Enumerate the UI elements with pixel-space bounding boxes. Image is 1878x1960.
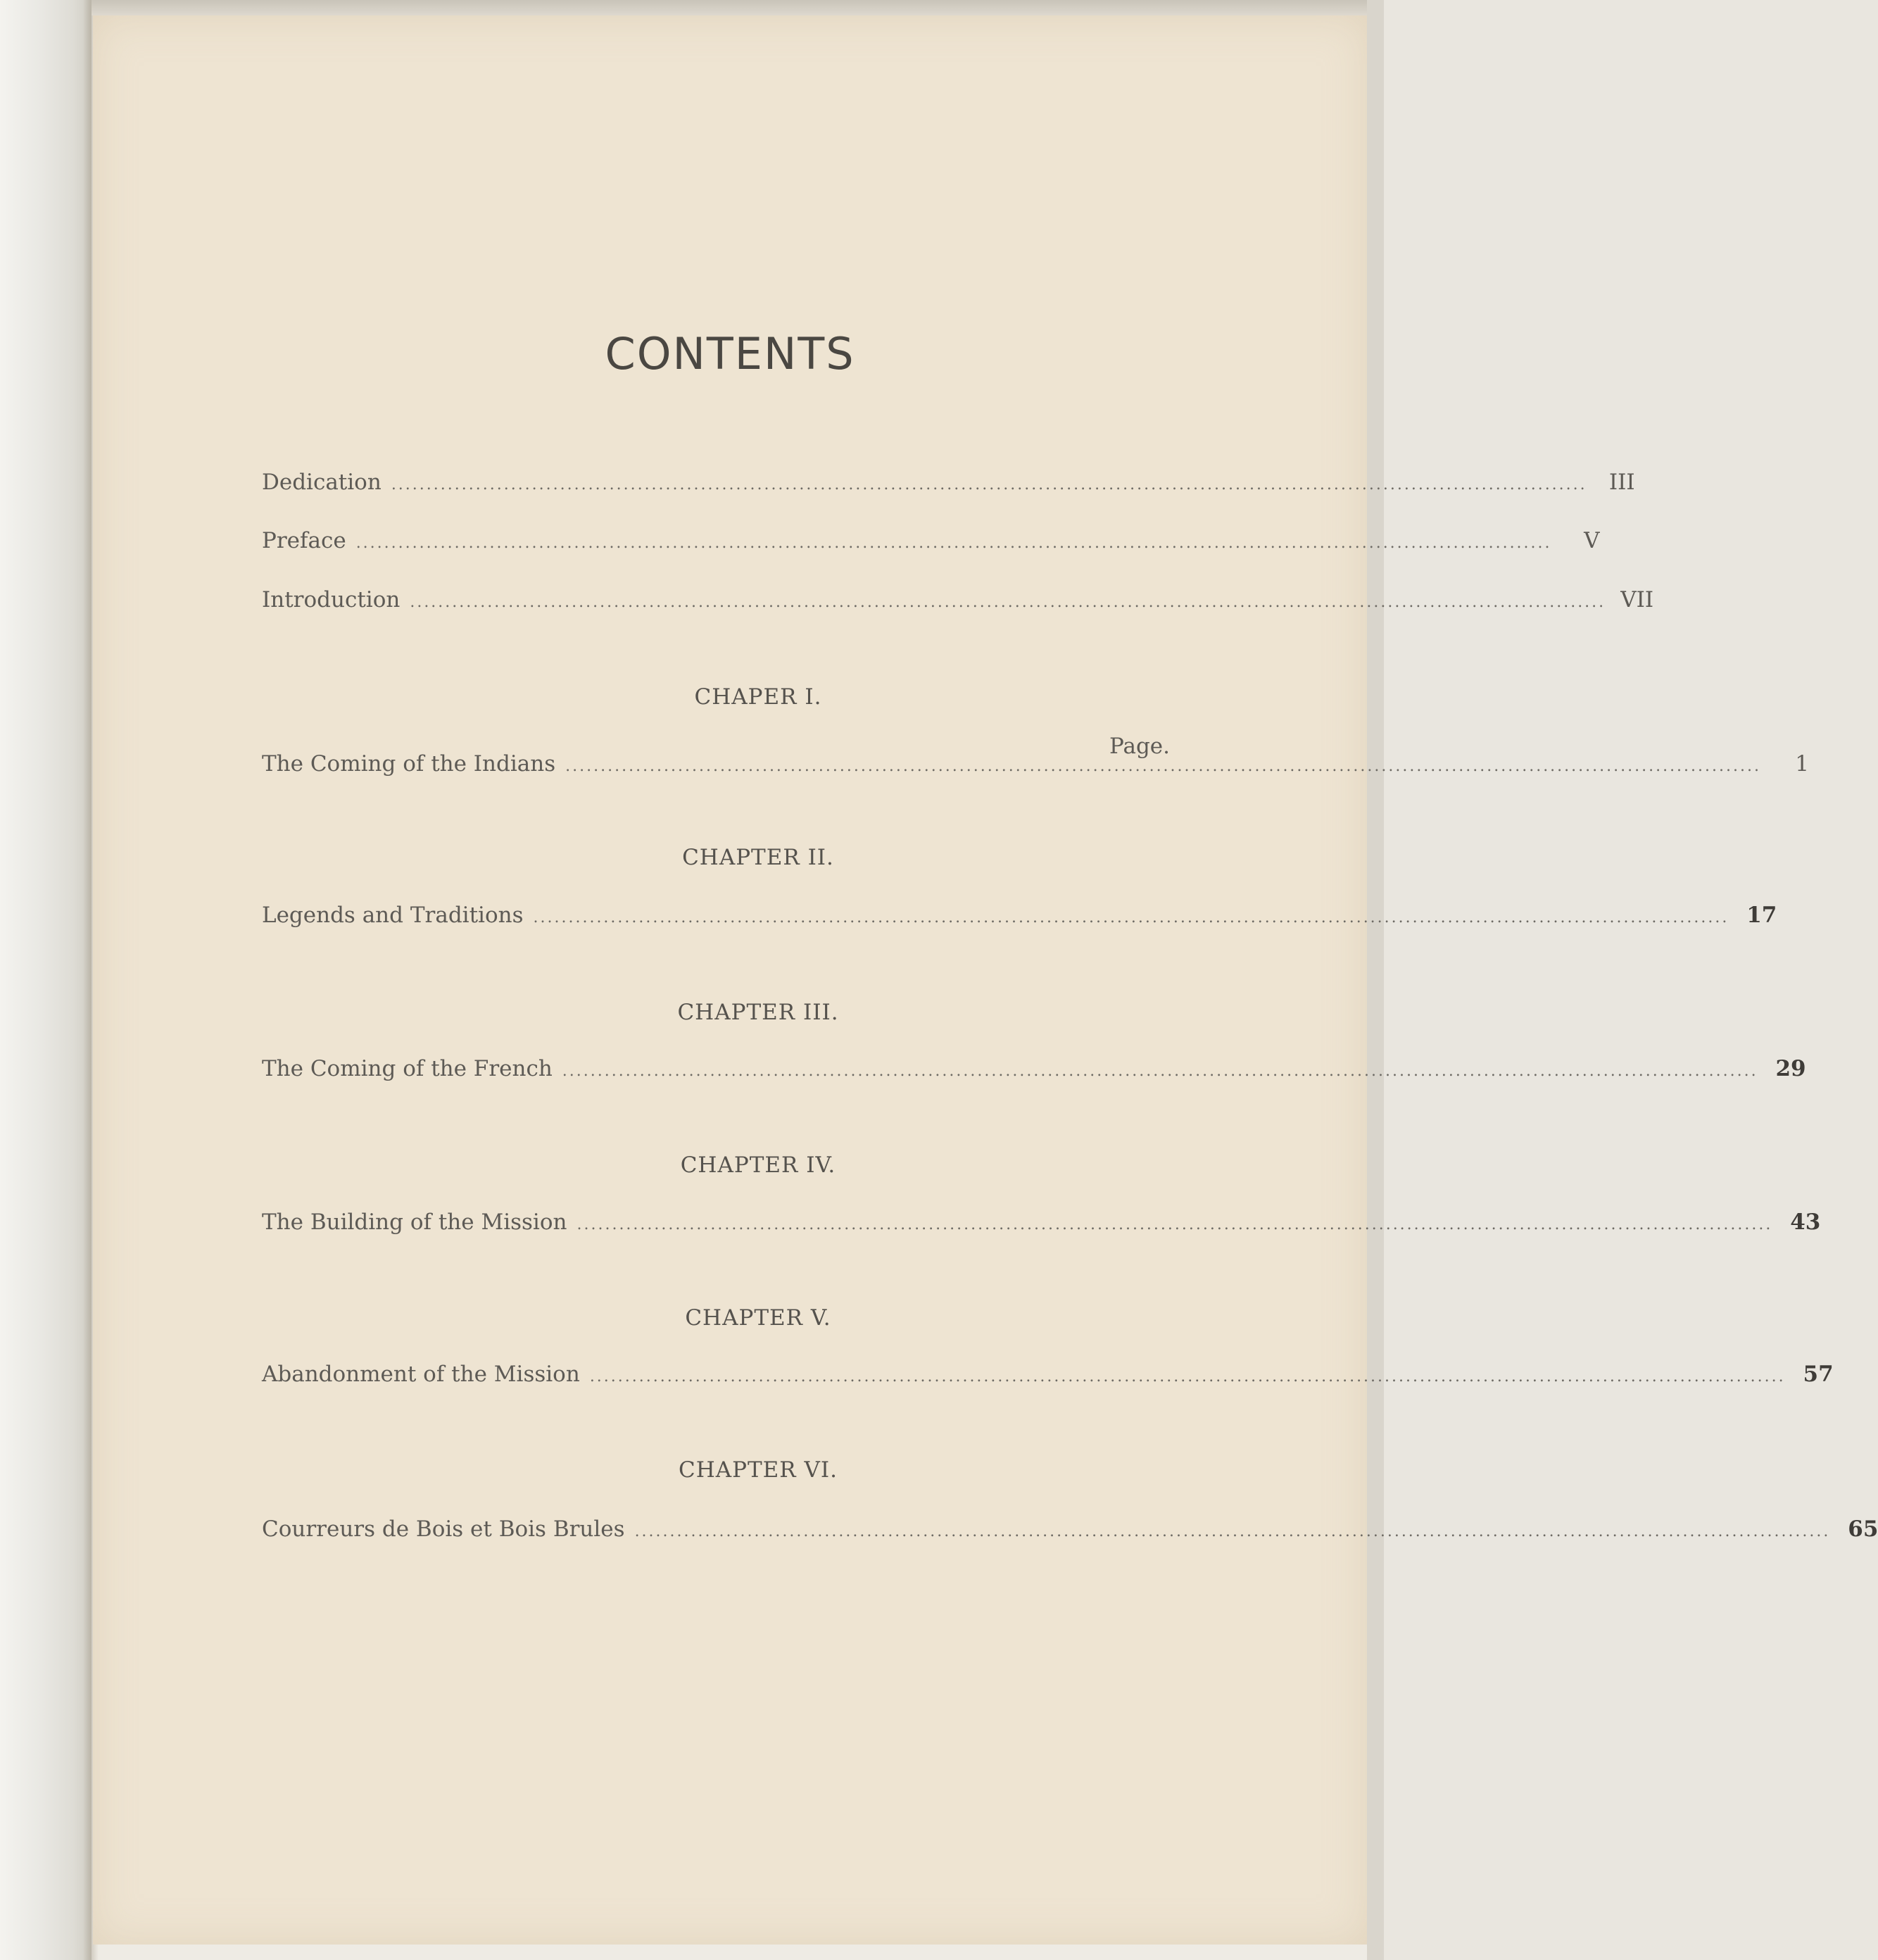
chapter-heading-4: CHAPTER IV. — [680, 1152, 836, 1178]
toc-entry-chapter-4 — [262, 1210, 1821, 1235]
dot-leader: .......................................................................................................................................................................... — [565, 758, 1761, 775]
toc-entry-label: Introduction — [262, 587, 401, 612]
dot-leader: .......................................................................................................................................................................... — [589, 1368, 1786, 1386]
contents-page — [93, 15, 1878, 1945]
toc-entry-chapter-2 — [262, 903, 1777, 928]
toc-entry-page: V — [1584, 528, 1600, 553]
toc-entry-page: 17 — [1746, 903, 1777, 928]
page-right-edge — [1367, 0, 1384, 1960]
toc-entry-chapter-3 — [262, 1056, 1806, 1081]
page-title: CONTENTS — [605, 328, 855, 379]
toc-entry-chapter-1 — [262, 751, 1809, 777]
toc-entry-label: The Coming of the Indians — [262, 751, 556, 777]
toc-entry-page: 1 — [1795, 751, 1809, 777]
toc-entry-page: III — [1608, 470, 1635, 495]
chapter-heading-2: CHAPTER II. — [682, 845, 834, 870]
toc-entry-page: VII — [1620, 587, 1654, 612]
dot-leader: .......................................................................................................................................................................... — [634, 1523, 1831, 1540]
page-column-header: Page. — [1109, 734, 1170, 759]
toc-entry-page: 29 — [1775, 1056, 1806, 1081]
dot-leader: .......................................................................................................................................................................... — [576, 1216, 1773, 1233]
toc-entry-introduction — [262, 587, 1654, 612]
dot-leader: .......................................................................................................................................................................... — [562, 1062, 1758, 1080]
toc-entry-label: The Coming of the French — [262, 1056, 553, 1081]
page-top-edge — [92, 0, 1384, 15]
toc-entry-page: 65 — [1848, 1516, 1878, 1542]
chapter-heading-3: CHAPTER III. — [677, 1000, 839, 1025]
toc-entry-page: 43 — [1790, 1210, 1821, 1235]
toc-entry-label: Preface — [262, 528, 346, 553]
dot-leader: .......................................................................................................................................................................... — [391, 476, 1587, 494]
chapter-heading-6: CHAPTER VI. — [679, 1457, 838, 1483]
toc-entry-label: The Building of the Mission — [262, 1210, 567, 1235]
toc-entry-label: Legends and Traditions — [262, 903, 524, 928]
toc-entry-page: 57 — [1803, 1362, 1834, 1387]
binding-strip — [0, 0, 92, 1960]
toc-entry-dedication — [262, 470, 1635, 495]
dot-leader: .......................................................................................................................................................................... — [355, 534, 1552, 552]
toc-entry-label: Dedication — [262, 470, 382, 495]
toc-entry-chapter-5 — [262, 1362, 1834, 1387]
dot-leader: .......................................................................................................................................................................... — [533, 909, 1729, 926]
dot-leader: .......................................................................................................................................................................... — [410, 593, 1606, 611]
toc-entry-preface — [262, 528, 1600, 553]
toc-entry-label: Abandonment of the Mission — [262, 1362, 580, 1387]
chapter-heading-1: CHAPER I. — [694, 684, 822, 710]
toc-entry-label: Courreurs de Bois et Bois Brules — [262, 1516, 625, 1542]
toc-entry-chapter-6 — [262, 1516, 1878, 1542]
chapter-heading-5: CHAPTER V. — [685, 1305, 831, 1331]
